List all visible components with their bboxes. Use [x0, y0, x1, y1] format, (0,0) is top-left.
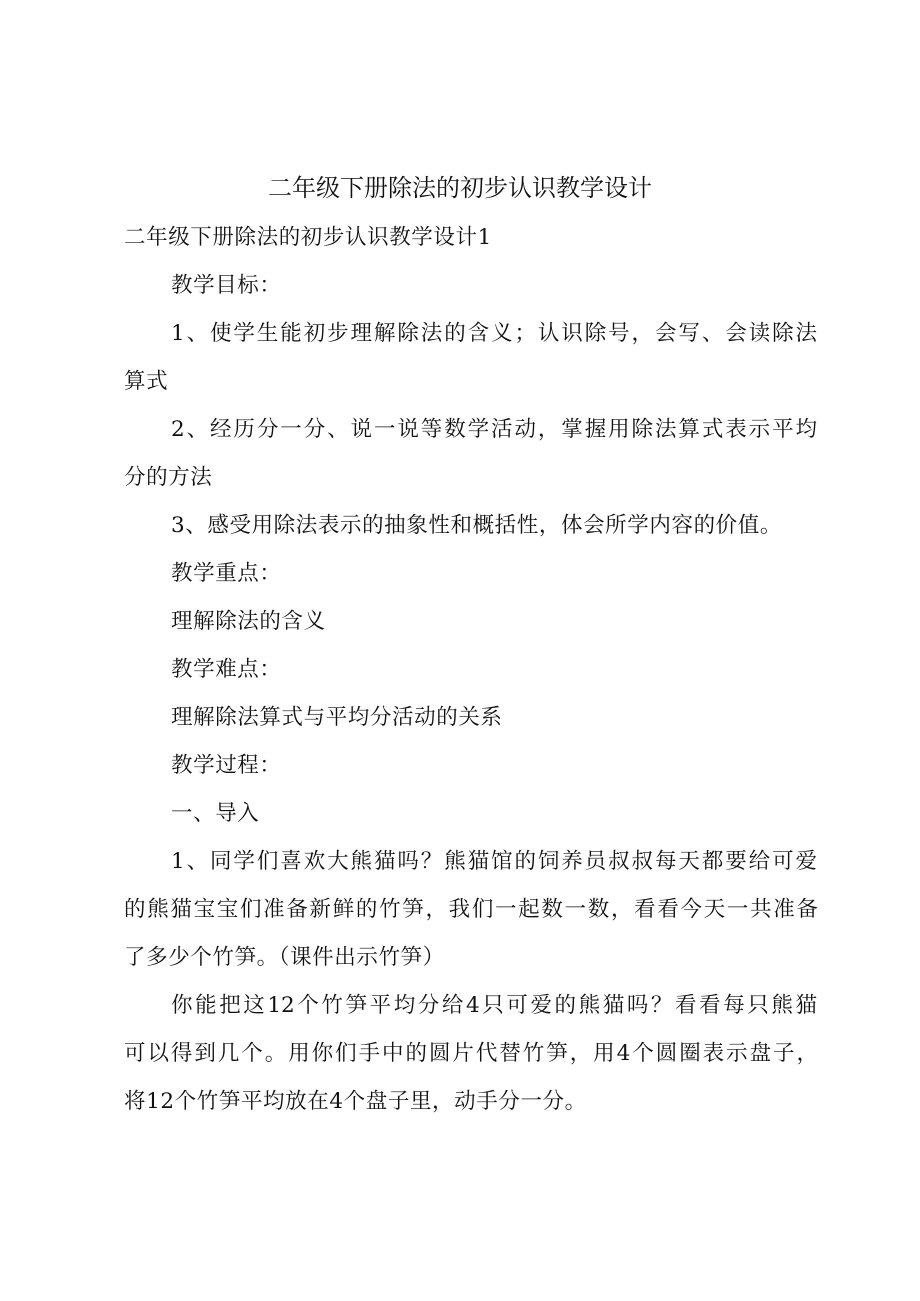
section-heading: 二年级下册除法的初步认识教学设计1 — [124, 225, 492, 250]
paragraph-line: 一、导入 — [171, 801, 260, 826]
paragraph-line: 分的方法 — [124, 465, 213, 490]
paragraph-line: 了多少个竹笋。（课件出示竹笋） — [124, 945, 445, 970]
paragraph-line: 的熊猫宝宝们准备新鲜的竹笋，我们一起数一数，看看今天一共准备 — [124, 897, 818, 922]
paragraph-line: 3、感受用除法表示的抽象性和概括性，体会所学内容的价值。 — [171, 513, 782, 538]
paragraph-line: 可以得到几个。用你们手中的圆片代替竹笋，用4个圆圈表示盘子， — [124, 1041, 818, 1066]
paragraph-line: 教学过程： — [171, 753, 282, 778]
document-title: 二年级下册除法的初步认识教学设计 — [268, 174, 652, 202]
paragraph-line: 将12个竹笋平均放在4个盘子里，动手分一分。 — [124, 1089, 587, 1114]
paragraph-line: 教学难点： — [171, 657, 282, 682]
paragraph-line: 教学目标： — [171, 273, 282, 298]
paragraph-line: 教学重点： — [171, 561, 282, 586]
paragraph-line: 算式 — [124, 369, 169, 394]
paragraph-line: 1、同学们喜欢大熊猫吗？熊猫馆的饲养员叔叔每天都要给可爱 — [171, 849, 817, 874]
paragraph-line: 2、经历分一分、说一说等数学活动，掌握用除法算式表示平均 — [171, 417, 817, 442]
paragraph-line: 1、使学生能初步理解除法的含义；认识除号，会写、会读除法 — [171, 321, 817, 346]
paragraph-line: 理解除法算式与平均分活动的关系 — [171, 705, 503, 730]
paragraph-line: 理解除法的含义 — [171, 609, 326, 634]
paragraph-line: 你能把这12个竹笋平均分给4只可爱的熊猫吗？看看每只熊猫 — [171, 993, 817, 1018]
